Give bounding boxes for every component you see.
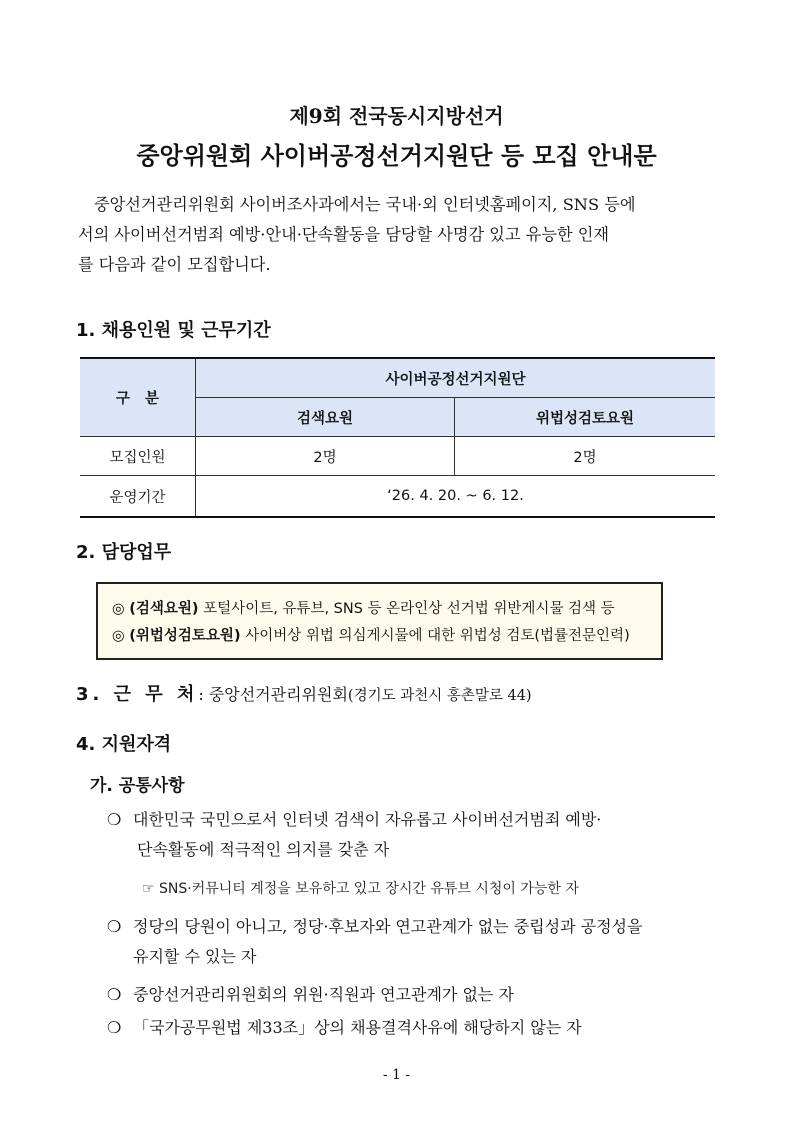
- requirement-item: [107, 805, 727, 865]
- workplace-label: 3. 근 무 처: [76, 684, 199, 705]
- duty-desc: 사이버상 위법 의심게시물에 대한 위법성 검토(법률전문인력): [245, 628, 630, 644]
- duty-role: (검색요원): [129, 601, 199, 617]
- intro-line-3: 를 다음과 같이 모집합니다.: [78, 255, 271, 274]
- row-label-recruits: 모집인원: [80, 437, 196, 476]
- requirement-text: 대한민국 국민으로서 인터넷 검색이 자유롭고 사이버선거범죄 예방·: [133, 810, 602, 829]
- requirement-text-cont: 유지할 수 있는 자: [133, 947, 257, 966]
- duty-bullet: ◎: [112, 601, 125, 617]
- requirement-text: 중앙선거관리위원회의 위원·직원과 연고관계가 없는 자: [133, 985, 514, 1004]
- duty-desc: 포털사이트, 유튜브, SNS 등 온라인상 선거법 위반게시물 검색 등: [203, 601, 615, 617]
- duty-item: [112, 623, 661, 650]
- requirement-item: [107, 1013, 727, 1043]
- col-header-search: 검색요원: [196, 398, 455, 437]
- duty-role: (위법성검토요원): [129, 628, 241, 644]
- workplace-value: 중앙선거관리위원회: [208, 685, 348, 704]
- common-requirements-heading: 가. 공통사항: [90, 776, 185, 796]
- duty-bullet: ◎: [112, 628, 125, 644]
- circle-bullet-icon: ❍: [107, 985, 122, 1004]
- group-header: 사이버공정선거지원단: [196, 358, 716, 398]
- requirement-text-cont: 단속활동에 적극적인 의지를 갖춘 자: [137, 840, 390, 859]
- requirement-item: [107, 980, 727, 1010]
- page-number: - 1 -: [382, 1067, 411, 1083]
- workplace-colon: :: [198, 685, 204, 704]
- section1-heading: 1. 채용인원 및 근무기간: [76, 320, 271, 341]
- circle-bullet-icon: ❍: [107, 1018, 122, 1037]
- requirement-text: 「국가공무원법 제33조」상의 채용결격사유에 해당하지 않는 자: [133, 1018, 582, 1037]
- circle-bullet-icon: ❍: [107, 917, 122, 936]
- circle-bullet-icon: ❍: [107, 810, 122, 829]
- duty-item: [112, 596, 661, 623]
- intro-line-1: 중앙선거관리위원회 사이버조사과에서는 국내·외 인터넷홈페이지, SNS 등에: [94, 195, 636, 214]
- cell-legal-count: 2명: [455, 437, 716, 476]
- document-title-line2: 중앙위원회 사이버공정선거지원단 등 모집 안내문: [136, 141, 657, 170]
- requirement-text: 정당의 당원이 아니고, 정당·후보자와 연고관계가 없는 중립성과 공정성을: [133, 917, 643, 936]
- requirement-note: ☞ SNS·커뮤니티 계정을 보유하고 있고 장시간 유튜브 시청이 가능한 자: [142, 881, 579, 897]
- duties-box: [96, 582, 663, 660]
- cell-search-count: 2명: [196, 437, 455, 476]
- recruitment-table: [80, 357, 715, 518]
- col-header-legal-review: 위법성검토요원: [455, 398, 716, 437]
- cell-period: ‘26. 4. 20. ~ 6. 12.: [196, 476, 716, 518]
- section4-heading: 4. 지원자격: [76, 734, 172, 755]
- row-label-period: 운영기간: [80, 476, 196, 518]
- intro-line-2: 서의 사이버선거범죄 예방·안내·단속활동을 담당할 사명감 있고 유능한 인재: [78, 225, 610, 244]
- workplace-address: (경기도 과천시 홍촌말로 44): [347, 688, 532, 704]
- document-title-line1: 제9회 전국동시지방선거: [289, 104, 504, 128]
- workplace-line: [76, 680, 532, 706]
- category-header: 구 분: [80, 358, 196, 437]
- section2-heading: 2. 담당업무: [76, 542, 172, 563]
- requirement-item: [107, 912, 727, 972]
- intro-paragraph: [78, 190, 718, 280]
